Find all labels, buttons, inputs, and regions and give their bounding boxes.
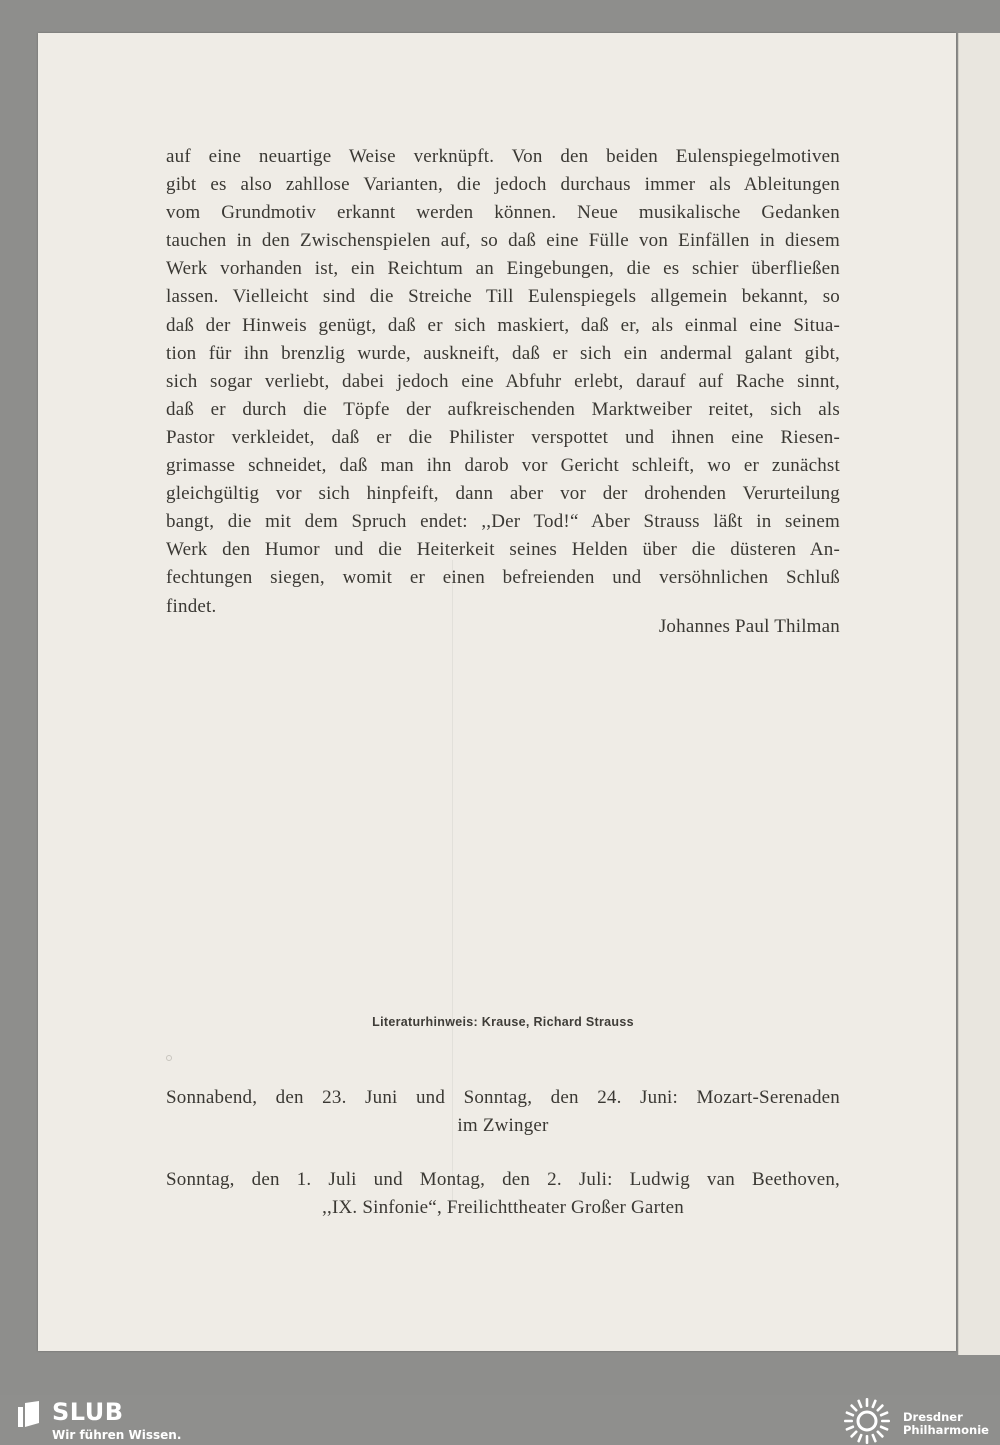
author-signature: Johannes Paul Thilman	[658, 616, 840, 637]
body-line: vom Grundmotiv erkannt werden können. Neue musikalische Gedanken	[166, 202, 840, 224]
philharmonie-name-line2[interactable]: Philharmonie	[903, 1423, 989, 1437]
body-line: tauchen in den Zwischenspielen auf, so daß eine Fülle von Einfällen in diesem	[166, 230, 840, 252]
event-announcement	[166, 1166, 840, 1222]
adjacent-page-edge	[958, 33, 1000, 1355]
slub-tagline: Wir führen Wissen.	[52, 1428, 182, 1442]
body-line: Werk den Humor und die Heiterkeit seines Helden über die düsteren An-	[166, 539, 840, 561]
body-line: fechtungen siegen, womit er einen befreienden und versöhnlichen Schluß	[166, 567, 840, 589]
body-line: findet.	[166, 595, 217, 617]
event-date-line: Sonntag, den 1. Juli und Montag, den 2. Juli: Ludwig van Beethoven,	[166, 1169, 840, 1190]
body-line: daß der Hinweis genügt, daß er sich maskiert, daß er, als einmal eine Situa-	[166, 314, 840, 336]
body-paragraph	[166, 143, 840, 621]
slub-book-icon[interactable]	[18, 1401, 40, 1427]
slub-name[interactable]: SLUB	[52, 1398, 124, 1426]
body-line: gibt es also zahllose Varianten, die jedoch durchaus immer als Ableitungen	[166, 174, 840, 196]
body-line: tion für ihn brenzlig wurde, auskneift, daß er sich ein andermal galant gibt,	[166, 342, 840, 364]
body-line: auf eine neuartige Weise verknüpft. Von den beiden Eulenspiegelmotiven	[166, 146, 840, 167]
literature-note: Literaturhinweis: Krause, Richard Strauss	[372, 1015, 634, 1029]
body-line: Pastor verkleidet, daß er die Philister verspottet und ihnen eine Riesen-	[166, 426, 840, 448]
body-line: Werk vorhanden ist, ein Reichtum an Eingebungen, die es schier überfließen	[166, 258, 840, 280]
body-line: grimasse schneidet, daß man ihn darob vor Gericht schleift, wo er zunächst	[166, 455, 840, 477]
body-line: gleichgültig vor sich hinpfeift, dann aber vor der drohenden Verurteilung	[166, 483, 840, 505]
event-date-line: Sonnabend, den 23. Juni und Sonntag, den 24. Juni: Mozart-Serenaden	[166, 1087, 840, 1108]
event-announcement	[166, 1084, 840, 1140]
paper-speck	[166, 1055, 172, 1061]
philharmonie-name-line1[interactable]: Dresdner	[903, 1410, 963, 1424]
event-detail-line: ,,IX. Sinfonie“, Freilichttheater Großer Garten	[322, 1197, 684, 1218]
body-line: sich sogar verliebt, dabei jedoch eine Abfuhr erlebt, darauf auf Rache sinnt,	[166, 370, 840, 392]
body-line: lassen. Vielleicht sind die Streiche Till Eulenspiegels allgemein bekannt, so	[166, 286, 840, 308]
body-line: bangt, die mit dem Spruch endet: ,,Der Tod!“ Aber Strauss läßt in seinem	[166, 511, 840, 533]
event-detail-line: im Zwinger	[457, 1115, 549, 1136]
starburst-logo-icon[interactable]	[842, 1397, 892, 1445]
body-line: daß er durch die Töpfe der aufkreischenden Marktweiber reitet, sich als	[166, 398, 840, 420]
